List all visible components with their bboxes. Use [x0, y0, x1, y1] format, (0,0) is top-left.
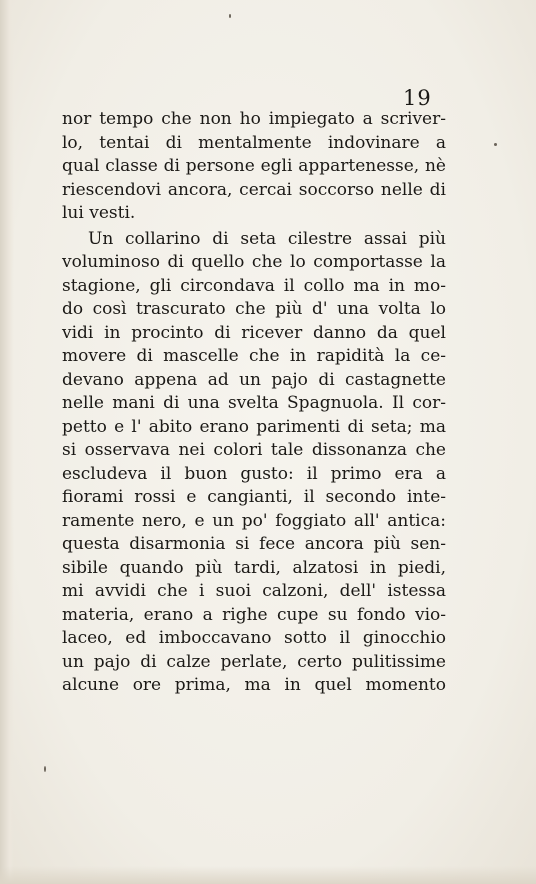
- text-line: fiorami rossi e cangianti, il secondo inte-: [62, 487, 446, 507]
- text-line: sibile quando più tardi, alzatosi in piedi,: [62, 557, 446, 578]
- text-line: petto e l' abito erano parimenti di seta; ma: [62, 416, 446, 437]
- text-line: vidi in procinto di ricever danno da quel: [62, 322, 446, 343]
- text-line: devano appena ad un pajo di castagnette: [62, 369, 446, 390]
- text-line: voluminoso di quello che lo comportasse la: [62, 252, 446, 272]
- text-line: escludeva il buon gusto: il primo era a: [62, 463, 446, 484]
- text-line: un pajo di calze perlate, certo pulitissime: [62, 651, 446, 672]
- text-line: nelle mani di una svelta Spagnuola. Il cor-: [62, 393, 446, 413]
- page-bottom-shadow: [0, 866, 536, 884]
- ink-speck: [494, 143, 497, 146]
- page-binding-shadow: [0, 0, 14, 884]
- text-line: movere di mascelle che in rapidità la ce-: [62, 346, 446, 366]
- body-text: [62, 108, 446, 698]
- text-line: alcune ore prima, ma in quel momento: [62, 675, 446, 695]
- text-line: lui vesti.: [62, 203, 136, 223]
- ink-speck: [229, 14, 231, 18]
- text-line: laceo, ed imboccavano sotto il ginocchio: [62, 628, 446, 648]
- ink-speck: [44, 766, 46, 772]
- paragraph: [62, 108, 446, 226]
- text-line: si osservava nei colori tale dissonanza che: [62, 440, 446, 460]
- paragraph: [62, 228, 446, 698]
- text-line: stagione, gli circondava il collo ma in mo-: [62, 275, 446, 296]
- text-line: Un collarino di seta cilestre assai più: [88, 228, 446, 249]
- text-line: lo, tentai di mentalmente indovinare a: [62, 132, 446, 153]
- text-line: nor tempo che non ho impiegato a scriver-: [62, 109, 446, 129]
- text-line: do così trascurato che più d' una volta lo: [62, 299, 446, 319]
- text-line: riescendovi ancora, cercai soccorso nelle di: [62, 179, 446, 200]
- text-line: mi avvidi che i suoi calzoni, dell' istessa: [62, 581, 446, 601]
- text-line: ramente nero, e un po' foggiato all' antica:: [62, 510, 446, 531]
- text-line: qual classe di persone egli appartenesse, nè: [62, 156, 446, 176]
- text-line: materia, erano a righe cupe su fondo vio-: [62, 604, 446, 625]
- text-line: questa disarmonia si fece ancora più sen-: [62, 534, 446, 554]
- page-number: 19: [403, 86, 432, 110]
